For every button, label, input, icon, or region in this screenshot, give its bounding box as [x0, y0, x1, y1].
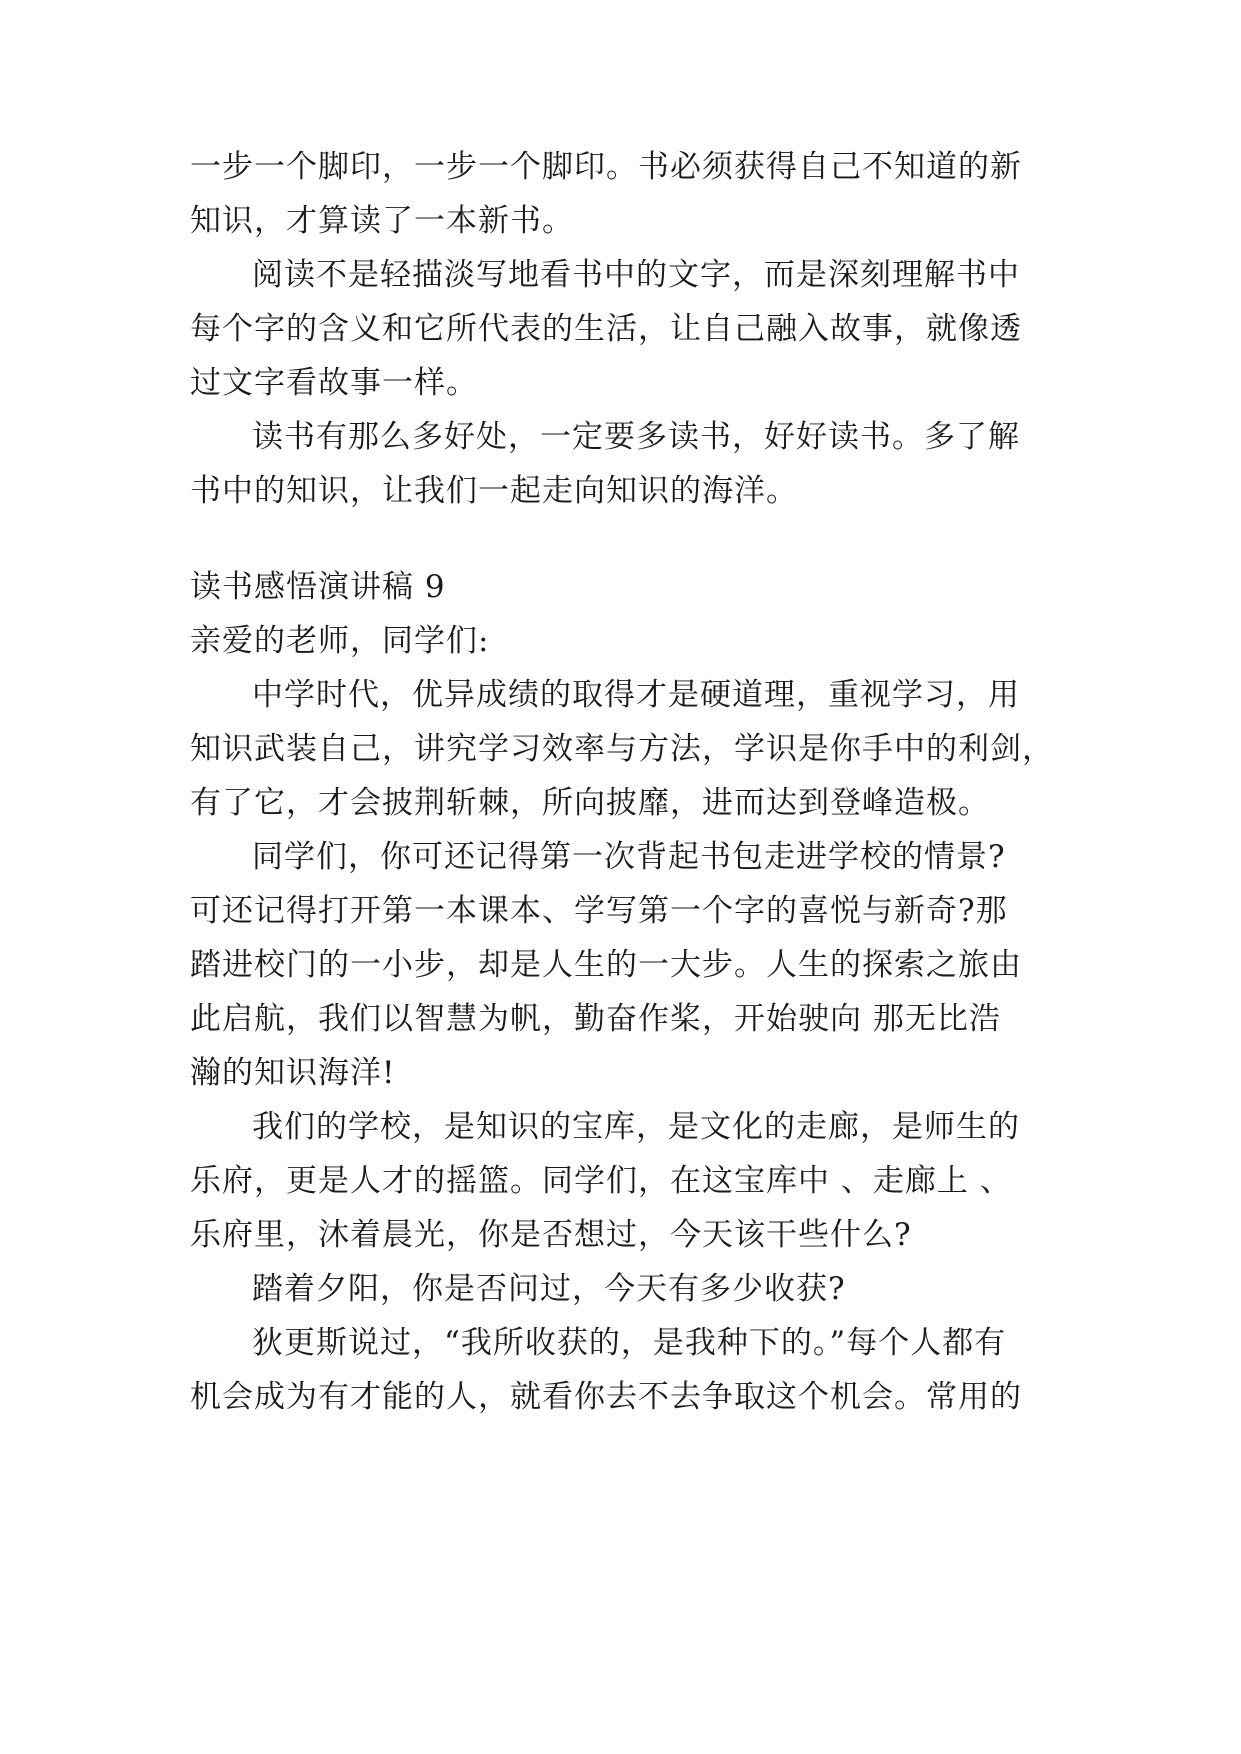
text-line: 一步一个脚印，一步一个脚印。书必须获得自己不知道的新	[190, 149, 1022, 185]
section-heading: 读书感悟演讲稿 9	[190, 569, 446, 605]
text-line: 此启航，我们以智慧为帆，勤奋作桨，开始驶向 那无比浩	[190, 1001, 1001, 1037]
paragraph-first-line: 踏着夕阳，你是否问过，今天有多少收获?	[252, 1271, 846, 1307]
text-line: 每个字的含义和它所代表的生活，让自己融入故事，就像透	[190, 311, 1022, 347]
text-line: 知识，才算读了一本新书。	[190, 203, 574, 239]
paragraph-first-line: 狄更斯说过，“我所收获的，是我种下的。”每个人都有	[252, 1325, 1007, 1361]
text-line: 踏进校门的一小步，却是人生的一大步。人生的探索之旅由	[190, 947, 1022, 983]
text-line: 知识武装自己，讲究学习效率与方法，学识是你手中的利剑，	[190, 731, 1054, 767]
paragraph-first-line: 同学们，你可还记得第一次背起书包走进学校的情景?	[252, 839, 1006, 875]
text-line: 乐府里，沐着晨光，你是否想过，今天该干些什么?	[190, 1217, 912, 1253]
text-line: 可还记得打开第一本课本、学写第一个字的喜悦与新奇?那	[190, 893, 1008, 929]
text-line: 过文字看故事一样。	[190, 365, 478, 401]
salutation: 亲爱的老师，同学们:	[190, 623, 490, 659]
paragraph-first-line: 我们的学校，是知识的宝库，是文化的走廊，是师生的	[252, 1109, 1020, 1145]
text-line: 乐府，更是人才的摇篮。同学们，在这宝库中 、走廊上 、	[190, 1163, 1012, 1199]
paragraph-first-line: 中学时代，优异成绩的取得才是硬道理，重视学习，用	[252, 677, 1020, 713]
text-line: 机会成为有才能的人，就看你去不去争取这个机会。常用的	[190, 1379, 1022, 1415]
paragraph-first-line: 阅读不是轻描淡写地看书中的文字，而是深刻理解书中	[252, 257, 1020, 293]
paragraph-first-line: 读书有那么多好处，一定要多读书，好好读书。多了解	[252, 419, 1020, 455]
text-line: 书中的知识，让我们一起走向知识的海洋。	[190, 473, 798, 509]
text-line: 瀚的知识海洋!	[190, 1055, 396, 1091]
text-line: 有了它，才会披荆斩棘，所向披靡，进而达到登峰造极。	[190, 785, 990, 821]
